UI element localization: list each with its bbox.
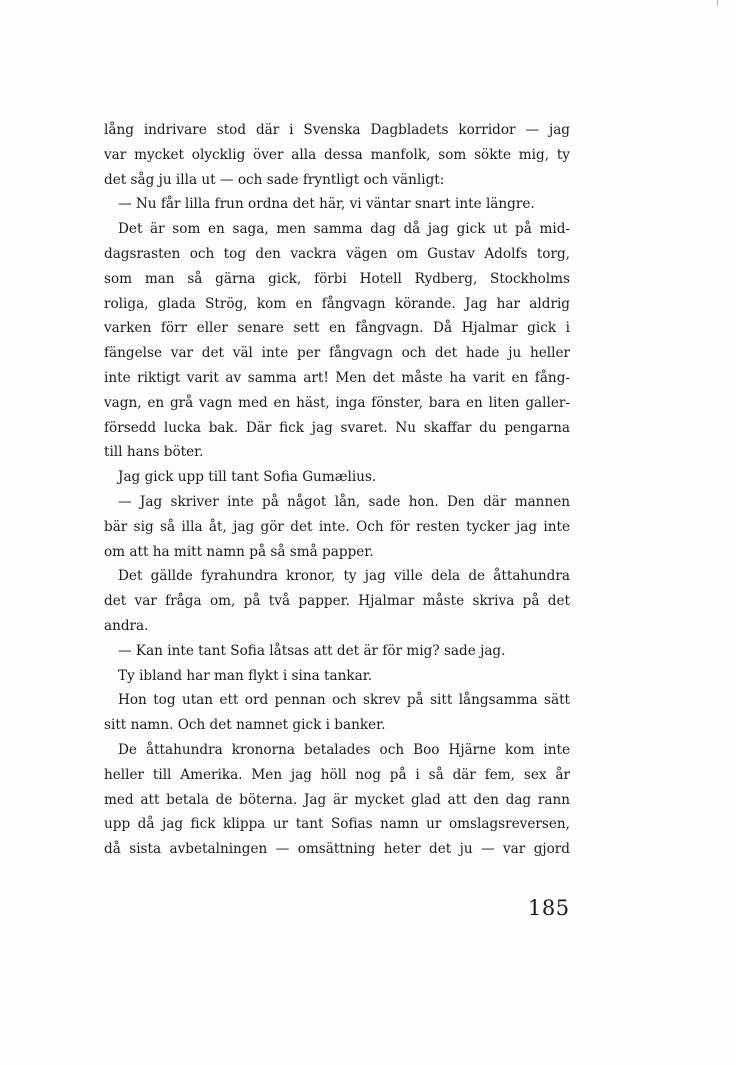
text-line: vagn, en grå vagn med en häst, inga fönster, bara en liten galler- (104, 394, 570, 411)
text-line: De åttahundra kronorna betalades och Boo Hjärne kom inte (118, 741, 570, 758)
text-line: roliga, glada Strög, kom en fångvagn körande. Jag har aldrig (104, 295, 570, 312)
text-line: Jag gick upp till tant Sofia Gumælius. (118, 469, 377, 486)
text-line: Hon tog utan ett ord pennan och skrev på sitt långsamma sätt (118, 692, 570, 709)
body-text (104, 118, 570, 862)
text-line: om att ha mitt namn på så små papper. (104, 543, 374, 560)
text-line: heller till Amerika. Men jag höll nog på i så där fem, sex år (104, 766, 570, 783)
text-line: till hans böter. (104, 444, 204, 461)
text-line: då sista avbetalningen — omsättning heter det ju — var gjord (104, 841, 570, 858)
text-line: dagsrasten och tog den vackra vägen om Gustav Adolfs torg, (104, 245, 570, 262)
text-line: försedd lucka bak. Där fick jag svaret. Nu skaffar du pengarna (104, 419, 570, 436)
text-line: bär sig så illa åt, jag gör det inte. Och för resten tycker jag inte (104, 518, 570, 535)
page-number: 185 (528, 896, 570, 920)
text-line: andra. (104, 617, 149, 634)
text-line: — Nu får lilla frun ordna det här, vi väntar snart inte längre. (118, 196, 535, 213)
text-line: det såg ju illa ut — och sade fryntligt och vänligt: (104, 171, 445, 188)
text-line: inte riktigt varit av samma art! Men det måste ha varit en fång- (104, 369, 570, 386)
text-line: Det är som en saga, men samma dag då jag gick ut på mid- (118, 221, 570, 238)
text-line: Ty ibland har man flykt i sina tankar. (118, 667, 373, 684)
edge-mark (717, 0, 718, 6)
text-line: fängelse var det väl inte per fångvagn och det hade ju heller (104, 345, 570, 362)
text-line: — Kan inte tant Sofia låtsas att det är för mig? sade jag. (118, 642, 506, 659)
text-line: Det gällde fyrahundra kronor, ty jag ville dela de åttahundra (118, 568, 570, 585)
text-line: som man så gärna gick, förbi Hotell Rydberg, Stockholms (104, 270, 570, 287)
text-line: lång indrivare stod där i Svenska Dagbladets korridor — jag (104, 122, 570, 138)
text-line: det var fråga om, på två papper. Hjalmar måste skriva på det (104, 593, 570, 610)
text-line: sitt namn. Och det namnet gick i banker. (104, 717, 386, 734)
text-line: med att betala de böterna. Jag är mycket glad att den dag rann (104, 791, 570, 808)
text-line: varken förr eller senare sett en fångvagn. Då Hjalmar gick i (104, 320, 570, 337)
text-line: upp då jag fick klippa ur tant Sofias namn ur omslagsreversen, (104, 816, 570, 833)
text-line: — Jag skriver inte på något lån, sade hon. Den där mannen (118, 493, 570, 510)
text-line: var mycket olycklig över alla dessa manfolk, som sökte mig, ty (104, 146, 570, 163)
